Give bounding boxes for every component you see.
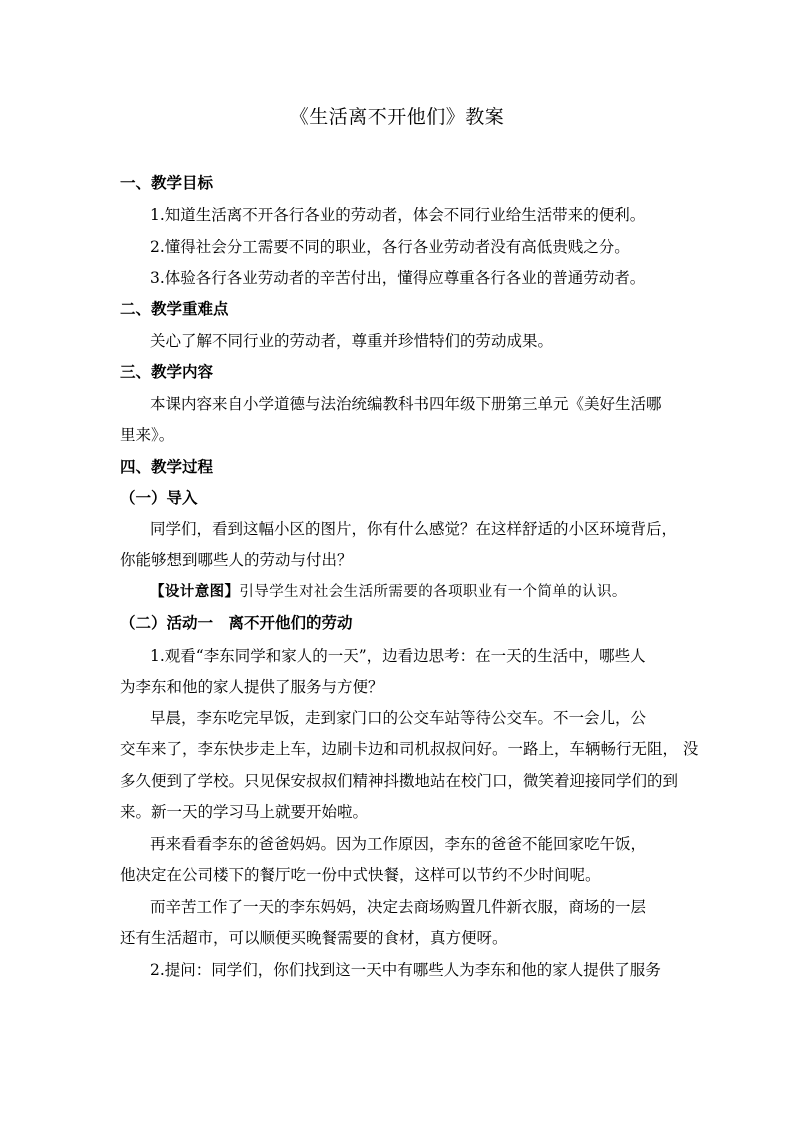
- section-heading-process: 四、教学过程: [120, 458, 214, 476]
- goal-item-2: 2.懂得社会分工需要不同的职业，各行各业劳动者没有高低贵贱之分。: [150, 238, 630, 256]
- page-title: 《生活离不开他们》教案: [289, 106, 505, 128]
- subsection-heading-activity-1: （二）活动一 离不开他们的劳动: [120, 614, 353, 632]
- activity-p2-line-3: 多久便到了学校。只见保安叔叔们精神抖擞地站在校门口，微笑着迎接同学们的到: [120, 772, 679, 790]
- activity-p1-line-1: 1.观看“李东同学和家人的一天”，边看边思考：在一天的生活中，哪些人: [150, 647, 646, 665]
- content-text-line-1: 本课内容来自小学道德与法治统编教科书四年级下册第三单元《美好生活哪: [150, 395, 662, 413]
- activity-p3-line-1: 再来看看李东的爸爸妈妈。因为工作原因，李东的爸爸不能回家吃午饭，: [150, 835, 647, 853]
- intro-text-line-2: 你能够想到哪些人的劳动与付出？: [120, 551, 353, 569]
- section-heading-goals: 一、教学目标: [120, 174, 214, 192]
- design-intent-tag: 【设计意图】: [150, 584, 240, 600]
- section-heading-key-points: 二、教学重难点: [120, 300, 229, 318]
- section-heading-content: 三、教学内容: [120, 363, 214, 381]
- design-intent-note: [150, 581, 627, 603]
- activity-p4-line-2: 还有生活超市，可以顺便买晚餐需要的食材，真方便呀。: [120, 929, 508, 947]
- intro-text-line-1: 同学们，看到这幅小区的图片，你有什么感觉？在这样舒适的小区环境背后，: [150, 520, 678, 538]
- activity-p2-line-2: 交车来了，李东快步走上车，边刷卡边和司机叔叔问好。一路上，车辆畅行无阻， 没: [120, 740, 699, 758]
- activity-p5-line-1: 2.提问：同学们，你们找到这一天中有哪些人为李东和他的家人提供了服务: [150, 961, 661, 979]
- key-points-text: 关心了解不同行业的劳动者，尊重并珍惜特们的劳动成果。: [150, 332, 554, 350]
- content-text-line-2: 里来》。: [120, 426, 175, 444]
- activity-p3-line-2: 他决定在公司楼下的餐厅吃一份中式快餐，这样可以节约不少时间呢。: [120, 866, 601, 884]
- subsection-heading-intro: （一）导入: [120, 489, 198, 507]
- goal-item-1: 1.知道生活离不开各行各业的劳动者，体会不同行业给生活带来的便利。: [150, 206, 646, 224]
- activity-p4-line-1: 而辛苦工作了一天的李东妈妈，决定去商场购置几件新衣服，商场的一层: [150, 898, 647, 916]
- goal-item-3: 3.体验各行各业劳动者的辛苦付出，懂得应尊重各行各业的普通劳动者。: [150, 269, 646, 287]
- activity-p2-line-4: 来。新一天的学习马上就要开始啦。: [120, 803, 369, 821]
- activity-p2-line-1: 早晨，李东吃完早饭，走到家门口的公交车站等待公交车。不一会儿，公: [150, 709, 647, 727]
- activity-p1-line-2: 为李东和他的家人提供了服务与方便？: [120, 678, 384, 696]
- design-intent-text: 引导学生对社会生活所需要的各项职业有一个简单的认识。: [239, 584, 627, 600]
